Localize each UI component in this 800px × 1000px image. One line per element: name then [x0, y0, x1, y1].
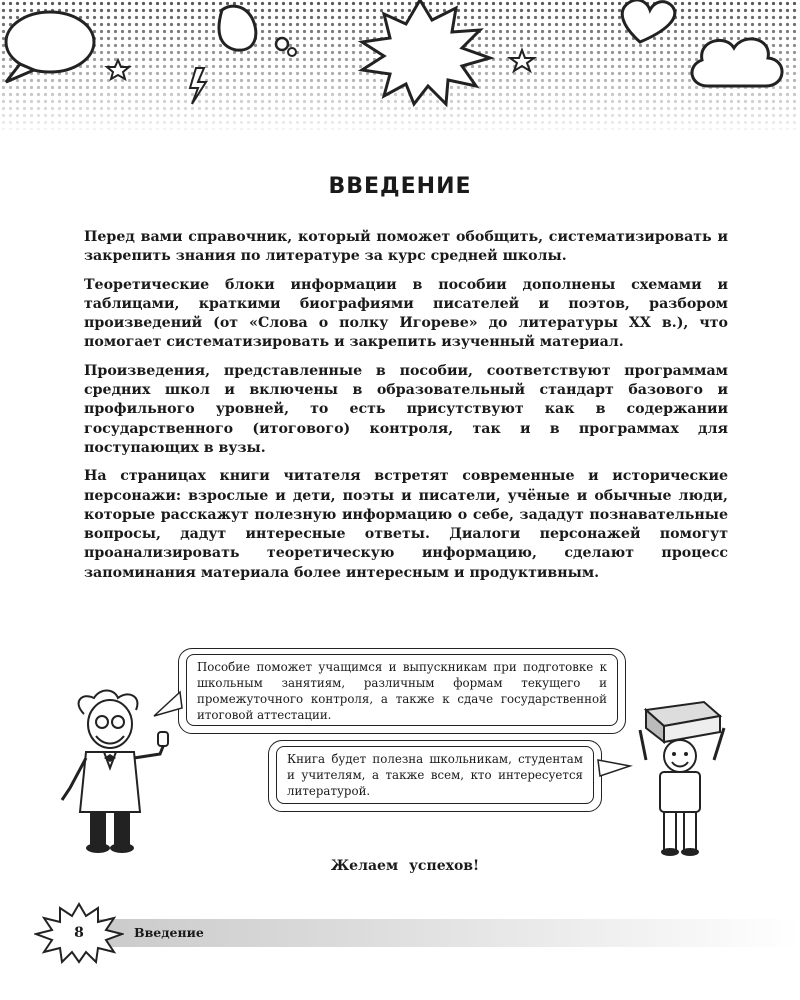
- footer-section-title: Введение: [134, 925, 204, 940]
- bubble-tail: [150, 690, 190, 720]
- intro-text: [84, 228, 728, 592]
- paragraph: Произведения, представленные в пособии, соответствуют программам средних школ и включены в образовательный стандарт базового и профильного уровней, то есть присутствуют как в содержании государственного (итогового) контроля, так и в программах для поступающих в вузы.: [84, 362, 728, 456]
- top-comic-decoration: [0, 0, 800, 140]
- student-speech: Книга будет полезна школьникам, студентам и учителям, а также всем, кто интересуется литературой.: [276, 746, 594, 804]
- paragraph: На страницах книги читателя встретят современные и исторические персонажи: взрослые и дети, поэты и писатели, учёные и обычные люди, которые расскажут полезную информацию о себе, зададут познавательные вопросы, дадут интересные ответы. Диалоги персонажей помогут проанализировать теоретическую информацию, сделают процесс запоминания материала более интересным и продуктивным.: [84, 468, 728, 581]
- paragraph: Теоретические блоки информации в пособии дополнены схемами и таблицами, краткими биографиями писателей и поэтов, разбором произведений (от «Слова о полку Игореве» до литературы XX в.), что помогает систематизировать и закрепить изученный материал.: [84, 276, 728, 351]
- page-title: ВВЕДЕНИЕ: [328, 174, 472, 199]
- bubble-tail: [594, 756, 634, 786]
- professor-speech: Пособие поможет учащимся и выпускникам при подготовке к школьным занятиям, различным формам текущего и промежуточного контроля, а также к сдаче государственной итоговой аттестации.: [186, 654, 618, 726]
- closing-wish: Желаем успехов!: [330, 858, 480, 874]
- paragraph: Перед вами справочник, который поможет обобщить, систематизировать и закрепить знания по литературе за курс средней школы.: [84, 229, 728, 265]
- student-illustration: [624, 700, 734, 860]
- page-number: 8: [74, 925, 84, 941]
